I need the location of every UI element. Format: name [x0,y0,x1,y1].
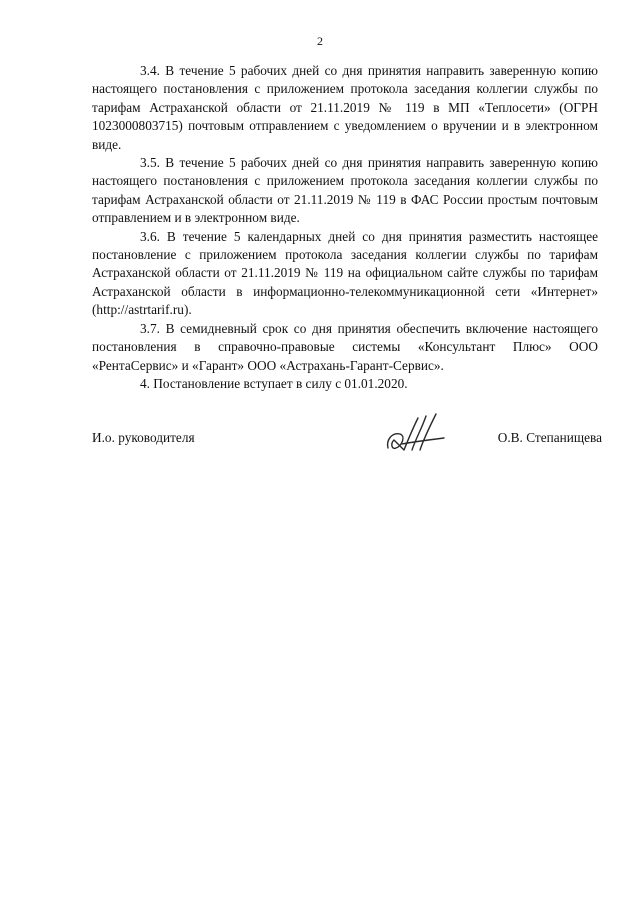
signature-block [92,410,602,460]
paragraph-3-5: 3.5. В течение 5 рабочих дней со дня принятия направить заверенную копию настоящего постановления с приложением протокола заседания коллегии службы по тарифам Астраханской области от 21.11.2019 № 119 в ФАС России простым почтовым отправлением и в электронном виде. [92,155,598,226]
paragraph-4: 4. Постановление вступает в силу с 01.01.2020. [140,375,408,391]
signatory-name: О.В. Степанищева [497,430,602,445]
paragraph-3-4: 3.4. В течение 5 рабочих дней со дня принятия направить заверенную копию настоящего постановления с приложением протокола заседания коллегии службы по тарифам Астраханской области от 21.11.2019 № 119 в МП «Теплосети» (ОГРН 1023000803715) почтовым отправлением с уведомлением о вручении и в электронном виде. [92,63,598,152]
page-number: 2 [317,34,323,48]
paragraph-3-6: 3.6. В течение 5 календарных дней со дня принятия разместить настоящее постановление с приложением протокола заседания коллегии службы по тарифам Астраханской области от 21.11.2019 № 119 на официальном сайте службы по тарифам Астраханской области в информационно-телекоммуникационной сети «Интернет» (http://astrtarif.ru). [92,228,598,318]
document-body [92,62,598,393]
signatory-position: И.о. руководителя [92,430,195,445]
paragraph-3-7: 3.7. В семидневный срок со дня принятия обеспечить включение настоящего постановления в справочно-правовые системы «Консультант Плюс» ООО «РентаСервис» и «Гарант» ООО «Астрахань-Гарант-Сервис». [92,320,598,373]
handwritten-signature [382,410,462,460]
